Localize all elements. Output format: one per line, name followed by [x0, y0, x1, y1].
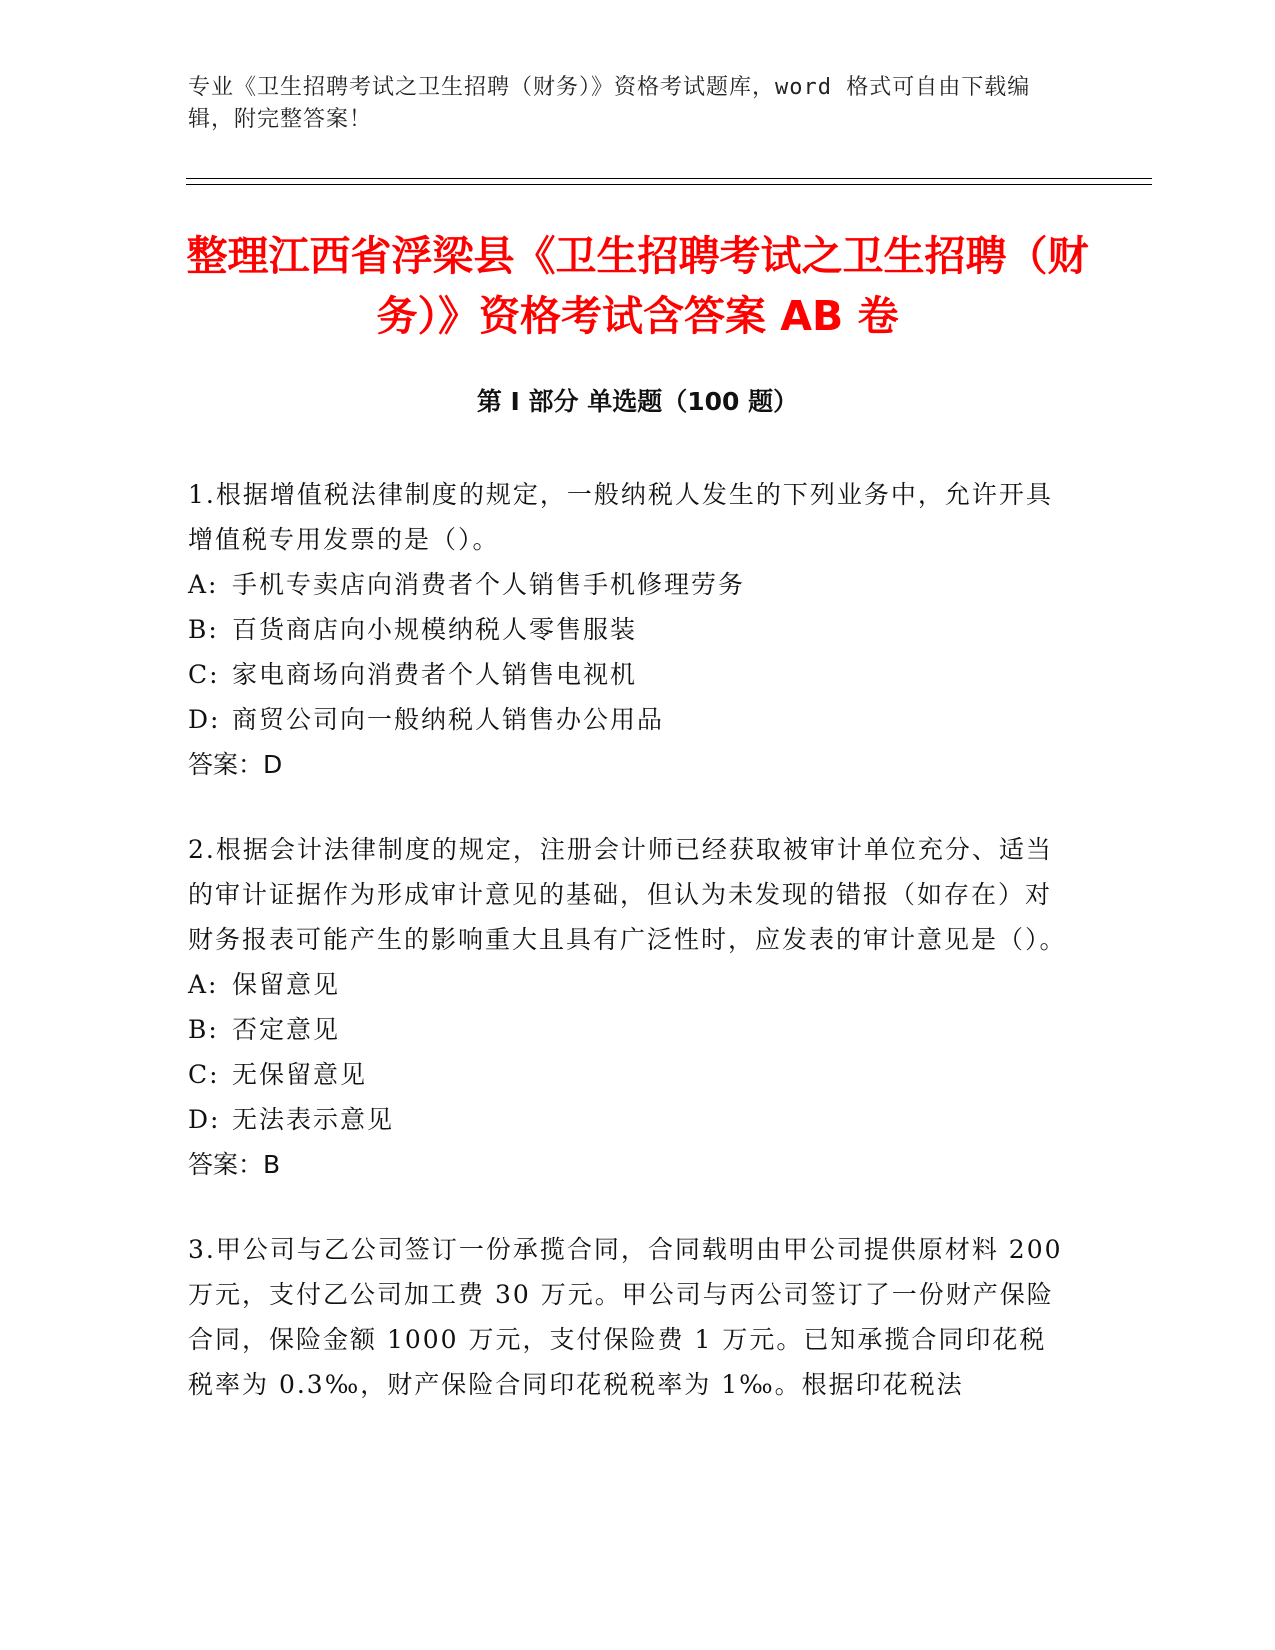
option-text: 百货商店向小规模纳税人零售服装	[232, 615, 638, 644]
question-text: 3.甲公司与乙公司签订一份承揽合同，合同载明由甲公司提供原材料 200 万元，支付乙公司加工费 30 万元。甲公司与丙公司签订了一份财产保险合同，保险金额 1000 万元，支付保险费 1 万元。已知承揽合同印花税税率为 0.3‰，财产保险合同印花税税率为 1‰。根据印花税法	[188, 1235, 1063, 1399]
option-a	[188, 962, 1068, 1007]
option-label: D:	[188, 1105, 221, 1134]
option-b	[188, 1007, 1068, 1052]
question-3	[188, 1227, 1068, 1407]
question-text: 2.根据会计法律制度的规定，注册会计师已经获取被审计单位充分、适当的审计证据作为形成审计意见的基础，但认为未发现的错报（如存在）对财务报表可能产生的影响重大且具有广泛性时，应发表的审计意见是（）。	[188, 835, 1067, 954]
option-label: A:	[188, 570, 219, 599]
option-c	[188, 652, 1068, 697]
option-b	[188, 607, 1068, 652]
option-c	[188, 1052, 1068, 1097]
option-label: C:	[188, 1060, 220, 1089]
option-text: 家电商场向消费者个人销售电视机	[232, 660, 638, 689]
document-title: 整理江西省浮梁县《卫生招聘考试之卫生招聘（财务）》资格考试含答案 AB 卷	[186, 232, 1089, 340]
option-label: C:	[188, 660, 220, 689]
option-text: 无保留意见	[232, 1060, 368, 1089]
option-text: 手机专卖店向消费者个人销售手机修理劳务	[232, 570, 746, 599]
header-divider-bottom	[186, 184, 1152, 185]
option-label: D:	[188, 705, 221, 734]
option-text: 商贸公司向一般纳税人销售办公用品	[232, 705, 665, 734]
header-divider-top	[186, 178, 1152, 179]
option-a	[188, 562, 1068, 607]
option-d	[188, 697, 1068, 742]
option-label: A:	[188, 970, 219, 999]
question-list	[188, 472, 1068, 1447]
header-note: 专业《卫生招聘考试之卫生招聘（财务）》资格考试题库，word 格式可自由下载编辑，附完整答案！	[188, 75, 1031, 132]
option-text: 否定意见	[232, 1015, 341, 1044]
option-d	[188, 1097, 1068, 1142]
answer: 答案：B	[188, 1150, 281, 1179]
option-label: B:	[188, 1015, 219, 1044]
answer: 答案：D	[188, 750, 283, 779]
option-text: 无法表示意见	[232, 1105, 395, 1134]
question-1	[188, 472, 1068, 787]
question-2	[188, 827, 1068, 1187]
section-title: 第 I 部分 单选题（100 题）	[476, 387, 799, 416]
option-label: B:	[188, 615, 219, 644]
option-text: 保留意见	[232, 970, 341, 999]
question-text: 1.根据增值税法律制度的规定，一般纳税人发生的下列业务中，允许开具增值税专用发票的是（）。	[188, 480, 1053, 554]
